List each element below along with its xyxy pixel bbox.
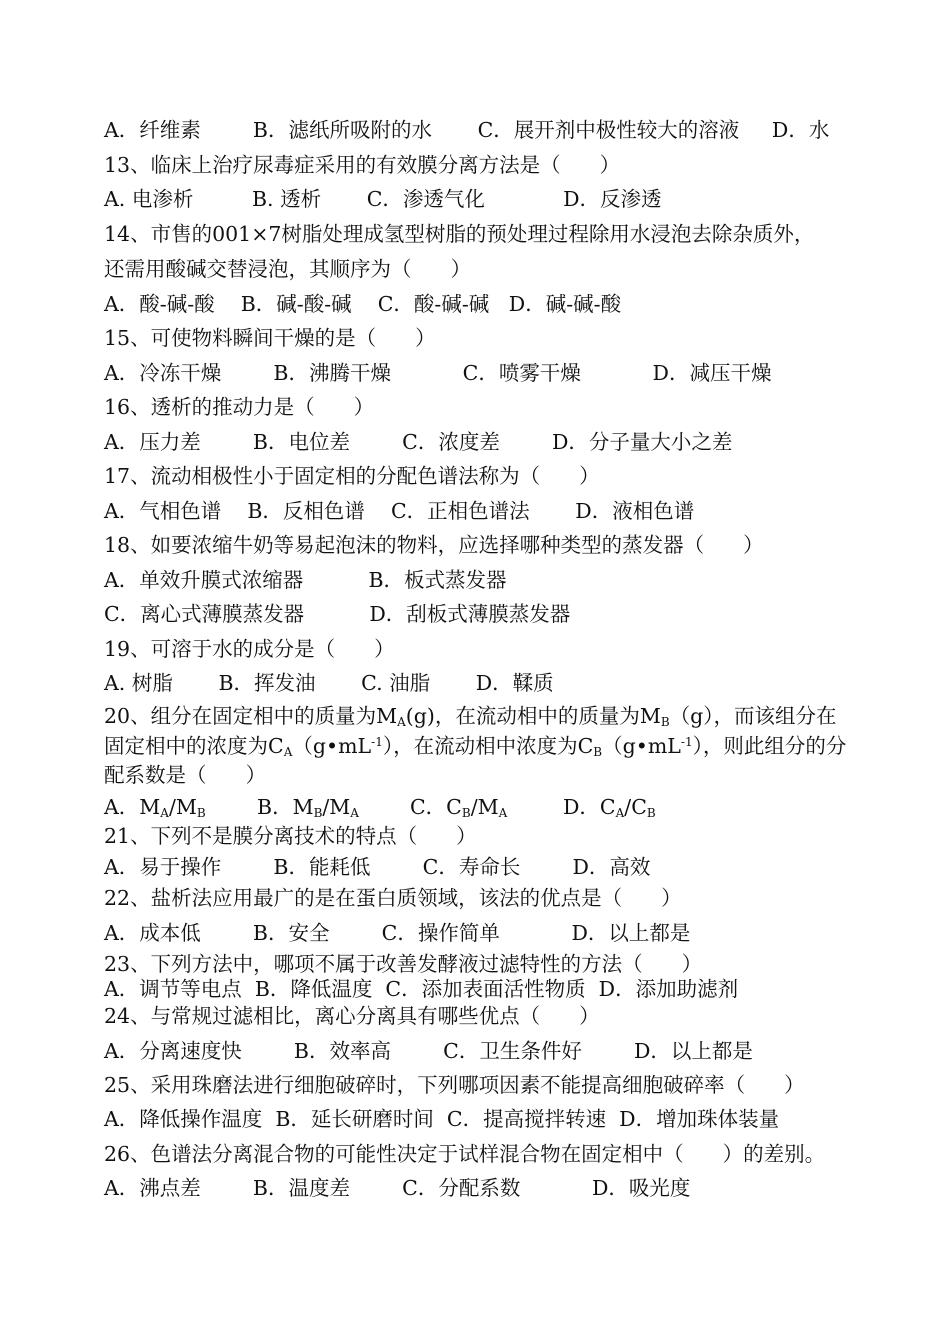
q18-question: 18、如要浓缩牛奶等易起泡沫的物料，应选择哪种类型的蒸发器（ ） <box>104 533 764 557</box>
q23-question: 23、下列方法中，哪项不属于改善发酵液过滤特性的方法（ ） <box>104 952 703 976</box>
q18-options-row1: A．单效升膜式浓缩器 B．板式蒸发器 <box>104 568 507 592</box>
q20-option-a: A．$M_A/M_B$ <box>104 795 206 820</box>
q13-options: A. 电渗析 B. 透析 C．渗透气化 D．反渗透 <box>104 187 662 211</box>
q19-question: 19、可溶于水的成分是（ ） <box>104 637 395 661</box>
q18-options-row2: C．离心式薄膜蒸发器 D．刮板式薄膜蒸发器 <box>104 602 571 626</box>
q12-options: A．纤维素 B．滤纸所吸附的水 C．展开剂中极性较大的溶液 D．水 <box>104 118 830 142</box>
q25-options: A．降低操作温度 B．延长研磨时间 C．提高搅拌转速 D．增加珠体装量 <box>104 1107 780 1131</box>
q26-question: 26、色谱法分离混合物的可能性决定于试样混合物在固定相中（ ）的差别。 <box>104 1142 826 1166</box>
q24-question: 24、与常规过滤相比，离心分离具有哪些优点（ ） <box>104 1004 600 1028</box>
q21-options: A．易于操作 B．能耗低 C．寿命长 D．高效 <box>104 855 651 879</box>
q23-options: A．调节等电点 B．降低温度 C．添加表面活性物质 D．添加助滤剂 <box>104 977 739 1001</box>
q17-options: A．气相色谱 B．反相色谱 C．正相色谱法 D．液相色谱 <box>104 499 695 523</box>
q20-question-line2: 固定相中的浓度为$C_A(g•mL^{-1})$，在流动相中浓度为$C_B(g•mL^{-1})$，则此组分的分 <box>104 734 847 759</box>
q20-option-c: C．$C_B/M_A$ <box>410 795 508 820</box>
q19-options: A. 树脂 B．挥发油 C. 油脂 D．鞣质 <box>104 671 554 695</box>
q20-option-b: B．$M_B/M_A$ <box>257 795 359 820</box>
q15-question: 15、可使物料瞬间干燥的是（ ） <box>104 326 436 350</box>
q26-options: A．沸点差 B．温度差 C．分配系数 D．吸光度 <box>104 1176 691 1200</box>
q20-question-line1: 20、组分在固定相中的质量为$M_A(g)$，在流动相中的质量为$M_B(g)$，而该组分在 <box>104 704 837 729</box>
q16-options: A．压力差 B．电位差 C．浓度差 D．分子量大小之差 <box>104 430 733 454</box>
q17-question: 17、流动相极性小于固定相的分配色谱法称为（ ） <box>104 464 600 488</box>
q22-question: 22、盐析法应用最广的是在蛋白质领域，该法的优点是（ ） <box>104 886 682 910</box>
q25-question: 25、采用珠磨法进行细胞破碎时，下列哪项因素不能提高细胞破碎率（ ） <box>104 1073 805 1097</box>
q20-question-line3: 配系数是（ ） <box>104 763 267 787</box>
q20-option-d: D．$C_A/C_B$ <box>563 795 656 820</box>
q13-question: 13、临床上治疗尿毒症采用的有效膜分离方法是（ ） <box>104 153 621 177</box>
q24-options: A．分离速度快 B．效率高 C．卫生条件好 D．以上都是 <box>104 1039 753 1063</box>
q22-options: A．成本低 B．安全 C．操作简单 D．以上都是 <box>104 921 691 945</box>
q15-options: A．冷冻干燥 B．沸腾干燥 C．喷雾干燥 D．减压干燥 <box>104 361 772 385</box>
q14-question-line2: 还需用酸碱交替浸泡，其顺序为（ ） <box>104 257 472 281</box>
q16-question: 16、透析的推动力是（ ） <box>104 395 375 419</box>
q14-options: A．酸-碱-酸 B．碱-酸-碱 C．酸-碱-碱 D．碱-碱-酸 <box>104 292 622 316</box>
q14-question-line1: 14、市售的001×7树脂处理成氢型树脂的预处理过程除用水浸泡去除杂质外， <box>104 222 815 246</box>
q21-question: 21、下列不是膜分离技术的特点（ ） <box>104 824 477 848</box>
